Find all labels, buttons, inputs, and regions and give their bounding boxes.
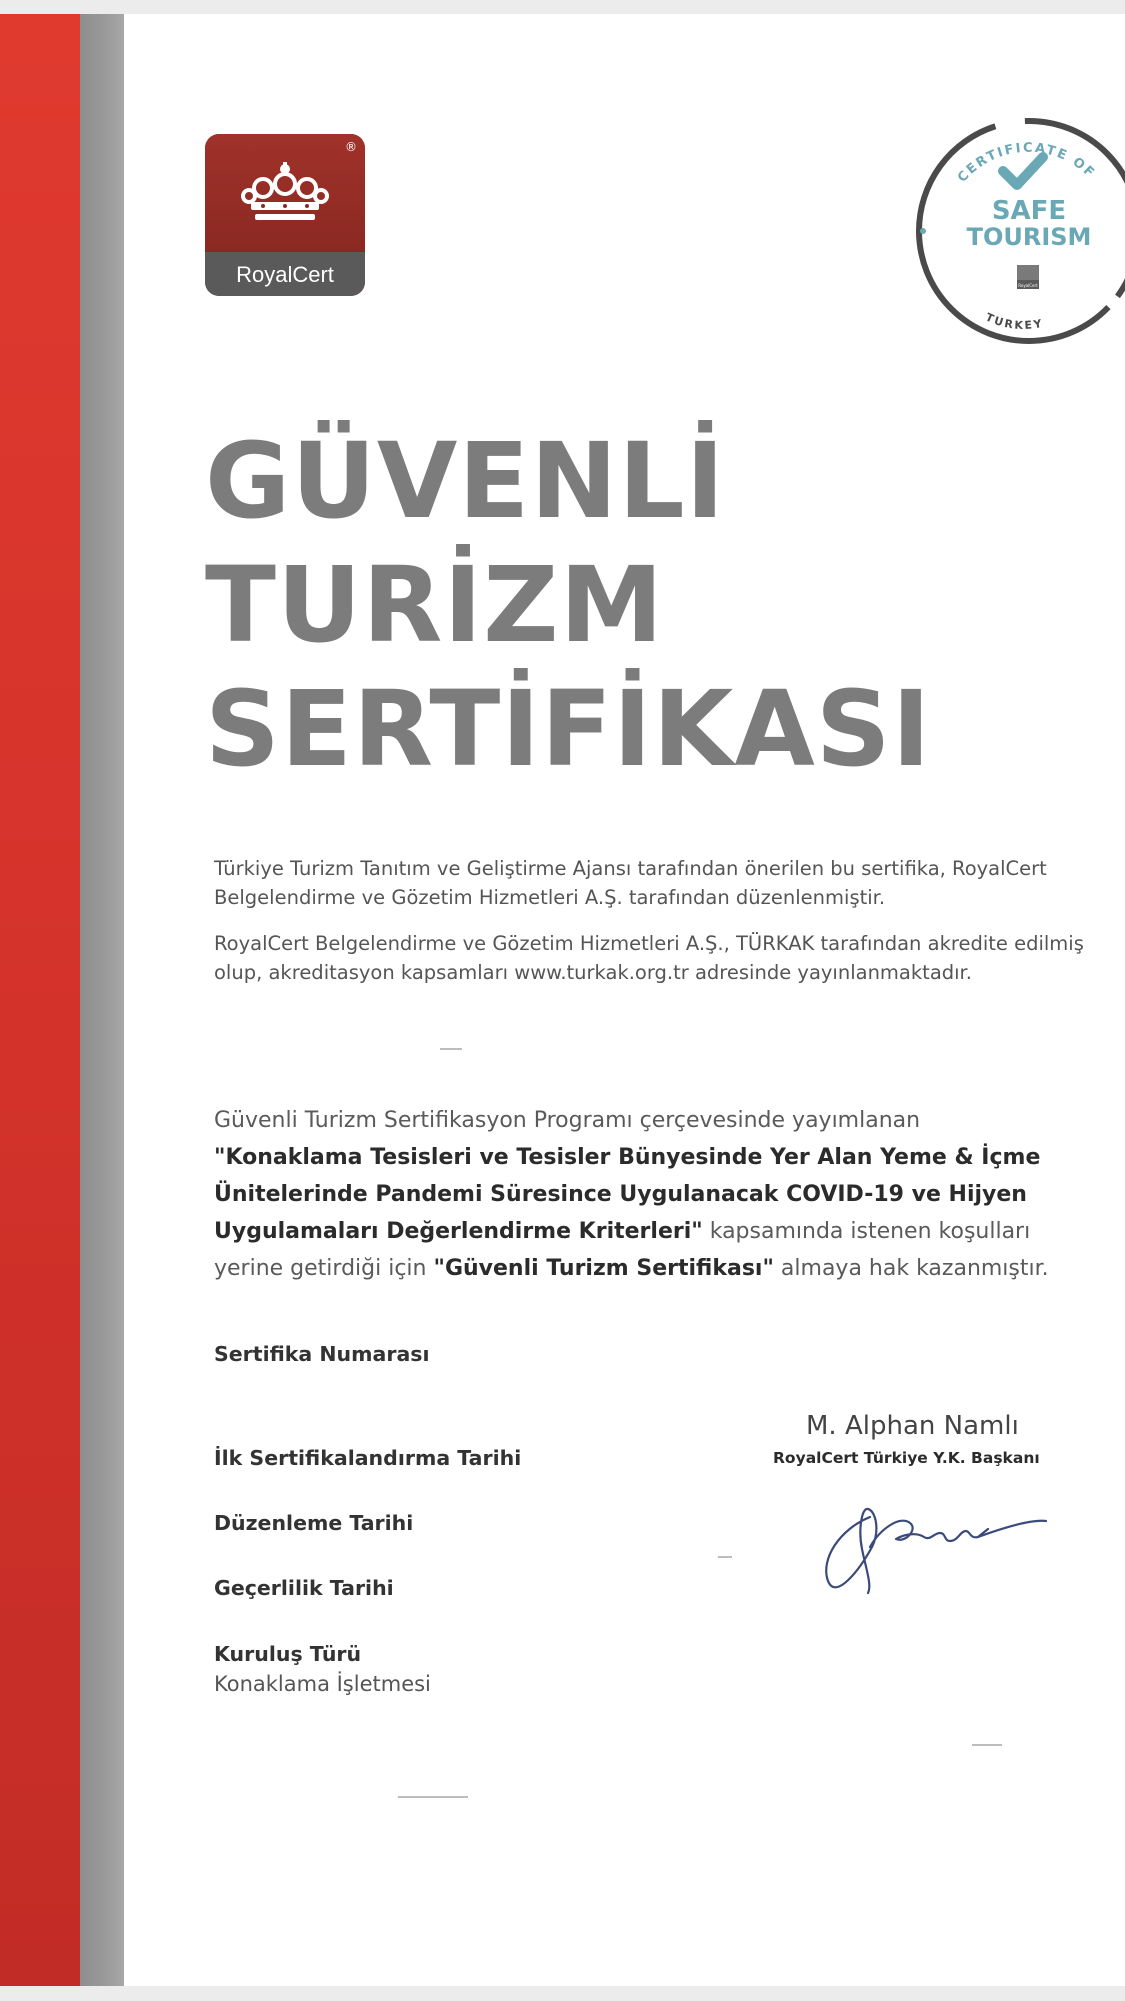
issue-date-label: Düzenleme Tarihi: [214, 1511, 414, 1535]
first-certification-date-label: İlk Sertifikalandırma Tarihi: [214, 1446, 522, 1470]
certificate-body-text: Güvenli Turizm Sertifikasyon Programı çerçevesinde yayımlanan "Konaklama Tesisleri ve Tesisler Bünyesinde Yer Alan Yeme & İçme Ünitelerinde Pandemi Süresince Uygulanacak COVID-19 ve Hijyen Uygulamaları Değerlendirme Kriterleri" kapsamında istenen koşulları yerine getirdiği için "Güvenli Turizm Sertifikası" almaya hak kazanmıştır.: [214, 1108, 1049, 1281]
check-icon: [1003, 157, 1043, 185]
signer-name: M. Alphan Namlı: [806, 1411, 1019, 1441]
title-line-1: GÜVENLİ: [205, 420, 726, 542]
intro-paragraph-1: Türkiye Turizm Tanıtım ve Geliştirme Ajansı tarafından önerilen bu sertifika, RoyalCert Belgelendirme ve Gözetim Hizmetleri A.Ş. tarafından düzenlenmiştir.: [214, 857, 1047, 909]
seal-safe-text: SAFE: [991, 196, 1067, 226]
certificate-title: [205, 419, 931, 791]
validity-date-label: Geçerlilik Tarihi: [214, 1576, 394, 1600]
svg-text:TURKEY: [983, 311, 1044, 333]
safe-tourism-seal: [905, 109, 1125, 347]
title-line-3: SERTİFİKASI: [205, 668, 932, 790]
royalcert-logo: [205, 134, 365, 296]
red-side-strip: [0, 14, 80, 1986]
seal-bottom-text: TURKEY: [983, 310, 1045, 333]
organization-type-value: Konaklama İşletmesi: [214, 1672, 431, 1696]
criteria-name: "Konaklama Tesisleri ve Tesisler Bünyesinde Yer Alan Yeme & İçme Ünitelerinde Pandemi Süresince Uygulanacak COVID-19 ve Hijyen Uygulamaları Değerlendirme Kriterleri": [214, 1145, 1041, 1244]
certificate-page: [0, 14, 1125, 1986]
title-line-2: TURİZM: [205, 544, 665, 666]
certificate-number-label: Sertifika Numarası: [214, 1342, 430, 1366]
registered-mark: ®: [345, 140, 357, 154]
intro-paragraph-2: RoyalCert Belgelendirme ve Gözetim Hizmetleri A.Ş., TÜRKAK tarafından akredite edilmiş olup, akreditasyon kapsamları www.turkak.org.tr adresinde yayınlanmaktadır.: [214, 932, 1084, 984]
handwritten-signature: [810, 1489, 1060, 1609]
crown-icon: [241, 162, 329, 226]
signer-title: RoyalCert Türkiye Y.K. Başkanı: [773, 1449, 1040, 1467]
grey-side-strip: [80, 14, 124, 1986]
logo-wordmark: RoyalCert: [236, 262, 334, 287]
seal-tourism-text: TOURISM: [966, 223, 1092, 251]
seal-top-text: CERTIFICATE OF: [954, 140, 1099, 186]
certificate-name: "Güvenli Turizm Sertifikası": [433, 1256, 774, 1281]
organization-type-label: Kuruluş Türü: [214, 1642, 362, 1666]
seal-mini-logo-text: RoyalCert: [1018, 283, 1038, 288]
